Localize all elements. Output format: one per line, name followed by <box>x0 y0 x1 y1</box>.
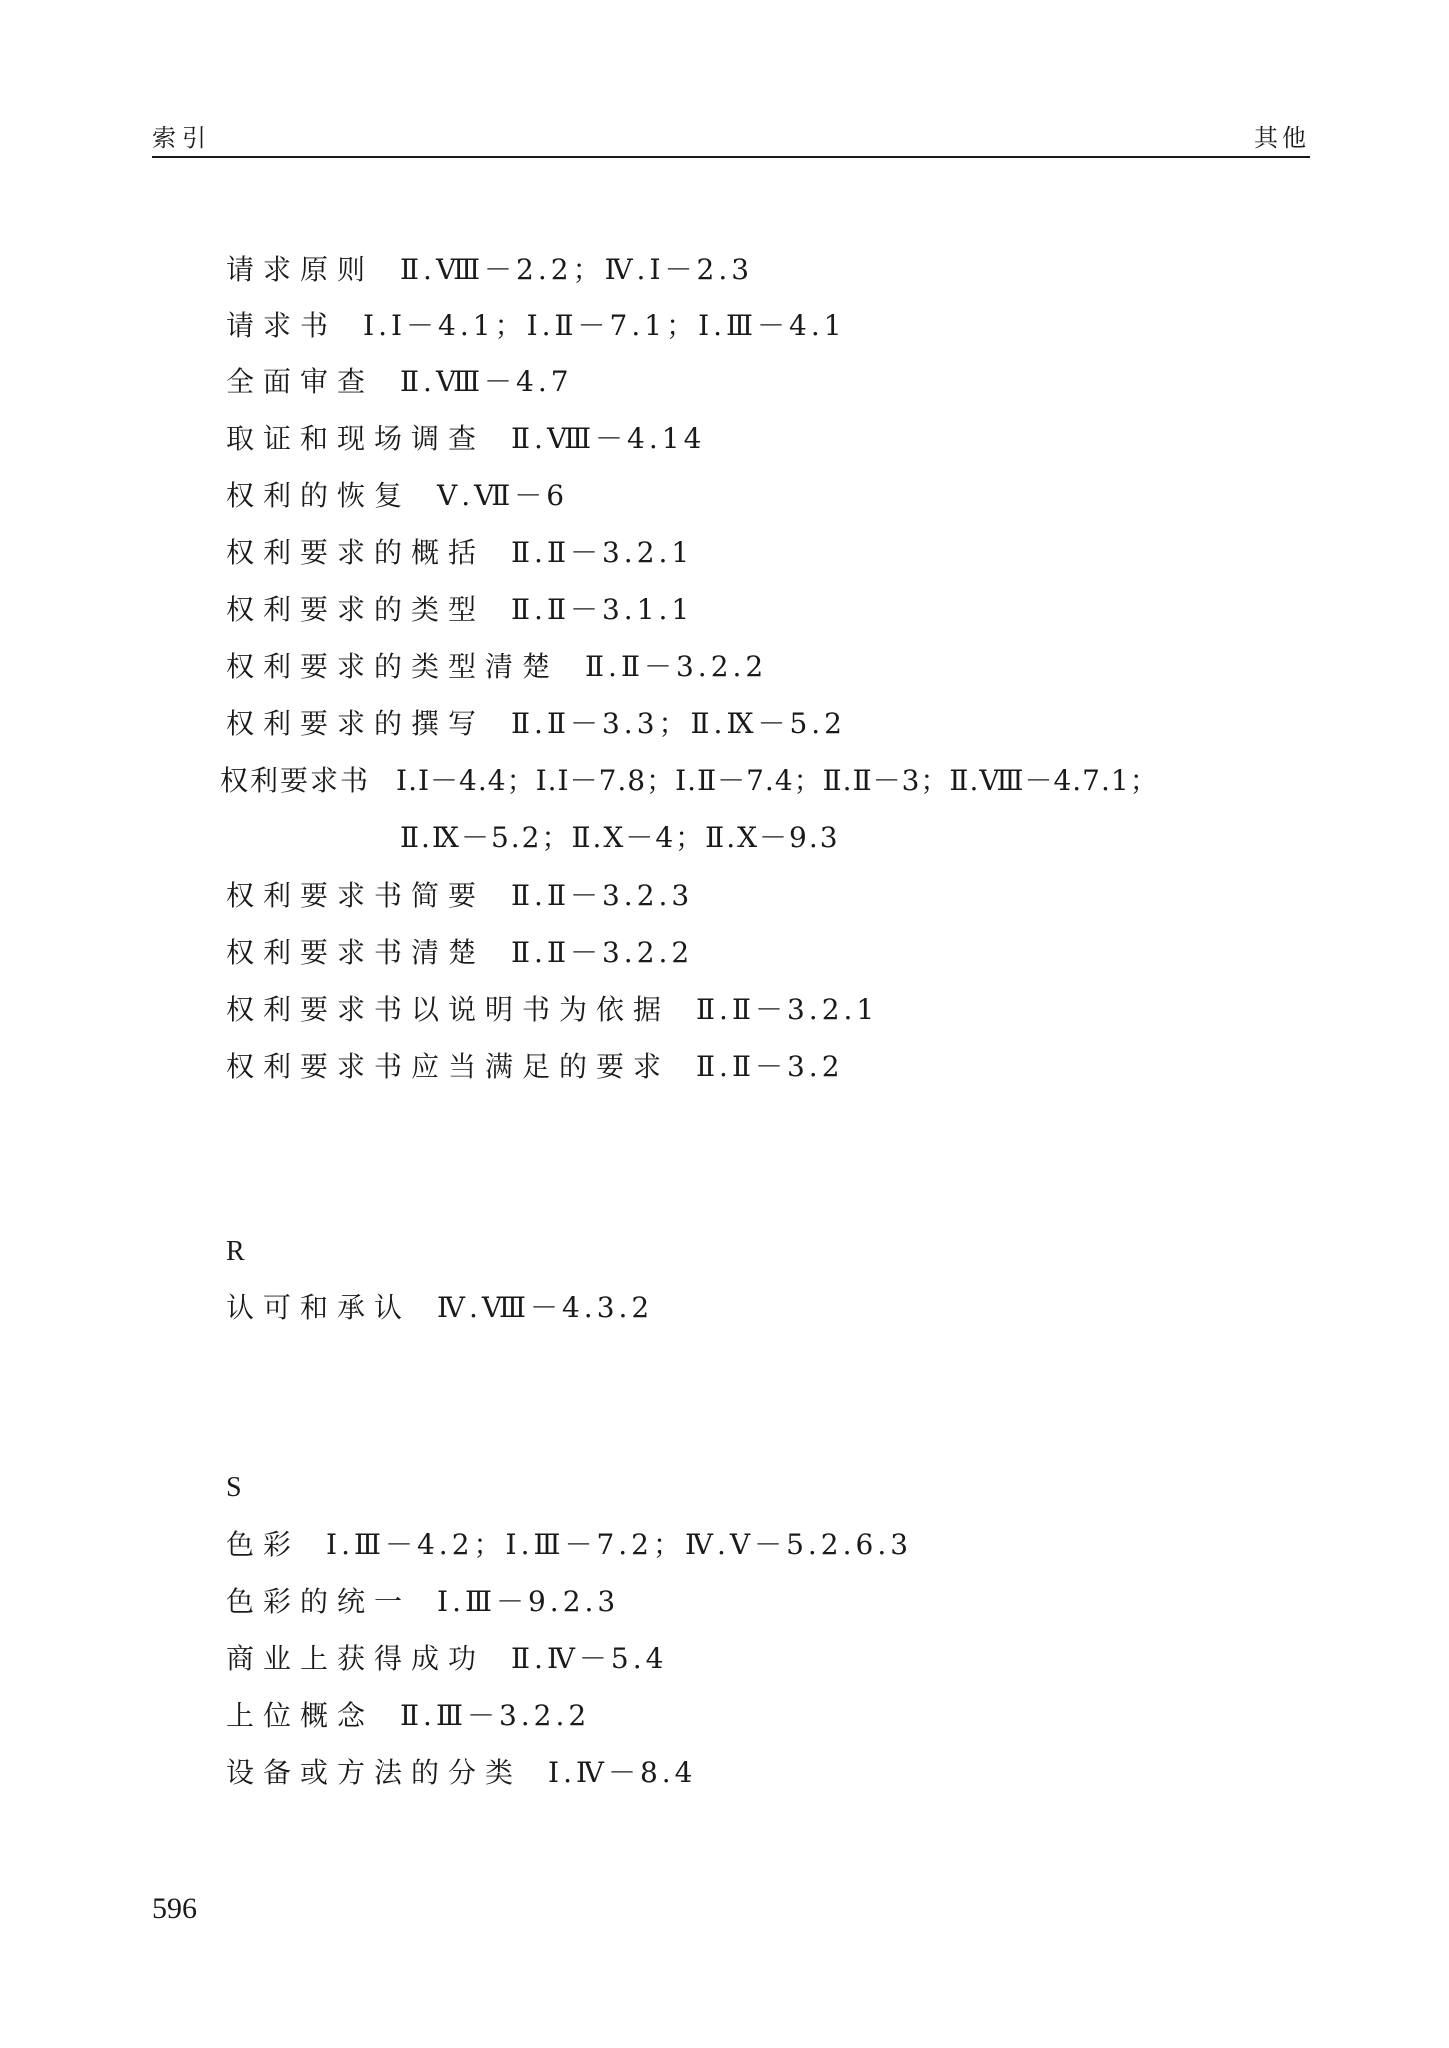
index-refs: Ⅰ.Ⅲ－4.2；Ⅰ.Ⅲ－7.2；Ⅳ.Ⅴ－5.2.6.3 <box>326 1528 913 1561</box>
index-refs: Ⅱ.Ⅷ－4.14 <box>511 422 706 455</box>
index-entry <box>226 992 878 1028</box>
index-term: 权利要求书 <box>220 764 371 797</box>
index-refs: Ⅳ.Ⅷ－4.3.2 <box>437 1291 654 1324</box>
index-refs: Ⅱ.Ⅱ－3.2.2 <box>511 936 694 969</box>
index-term: 请求书 <box>226 309 338 342</box>
index-term: 权利要求的类型 <box>226 593 486 626</box>
index-term: 色彩的统一 <box>226 1585 412 1618</box>
index-entry <box>226 1698 590 1734</box>
index-refs: Ⅱ.Ⅲ－3.2.2 <box>400 1699 591 1732</box>
index-term: 权利要求的撰写 <box>226 707 486 740</box>
index-refs: Ⅰ.Ⅰ－4.4；Ⅰ.Ⅰ－7.8；Ⅰ.Ⅱ－7.4；Ⅱ.Ⅱ－3；Ⅱ.Ⅷ－4.7.1； <box>396 764 1159 797</box>
index-entry <box>226 1584 619 1620</box>
index-entry <box>226 935 693 971</box>
index-refs: Ⅱ.Ⅷ－4.7 <box>400 365 573 398</box>
index-term: 权利要求的类型清楚 <box>226 650 560 683</box>
section-letter-r: R <box>226 1236 245 1267</box>
index-entry <box>226 1049 844 1085</box>
section-letter-s: S <box>226 1472 242 1503</box>
index-entry <box>226 649 767 685</box>
index-term: 权利的恢复 <box>226 479 412 512</box>
index-entry <box>220 763 1159 799</box>
index-entry <box>226 364 573 400</box>
index-entry <box>226 1641 667 1677</box>
index-term: 商业上获得成功 <box>226 1642 486 1675</box>
index-refs: Ⅰ.Ⅲ－9.2.3 <box>437 1585 620 1618</box>
index-entry <box>226 308 846 344</box>
index-term: 权利要求书以说明书为依据 <box>226 993 671 1026</box>
header-chapter-label: 其他 <box>1254 124 1310 152</box>
index-term: 权利要求的概括 <box>226 536 486 569</box>
index-entry <box>226 1290 653 1326</box>
index-entry <box>226 706 846 742</box>
index-term: 设备或方法的分类 <box>226 1756 523 1789</box>
index-refs: Ⅱ.Ⅱ－3.2.2 <box>585 650 768 683</box>
index-term: 全面审查 <box>226 365 375 398</box>
index-term: 认可和承认 <box>226 1291 412 1324</box>
index-entry <box>226 478 568 514</box>
index-term: 请求原则 <box>226 253 375 286</box>
index-entry <box>226 878 693 914</box>
index-term: 权利要求书清楚 <box>226 936 486 969</box>
index-term: 上位概念 <box>226 1699 375 1732</box>
index-refs: Ⅱ.Ⅱ－3.2 <box>696 1050 844 1083</box>
index-refs: Ⅱ.Ⅷ－2.2；Ⅳ.Ⅰ－2.3 <box>400 253 754 286</box>
index-entry <box>226 592 693 628</box>
header-section-label: 索引 <box>152 124 212 152</box>
index-term: 取证和现场调查 <box>226 422 486 455</box>
index-refs: Ⅱ.Ⅱ－3.1.1 <box>511 593 694 626</box>
index-refs: Ⅱ.Ⅱ－3.3；Ⅱ.Ⅸ－5.2 <box>511 707 846 740</box>
index-refs: Ⅰ.Ⅰ－4.1；Ⅰ.Ⅱ－7.1；Ⅰ.Ⅲ－4.1 <box>363 309 846 342</box>
index-entry <box>226 421 705 457</box>
index-refs-continuation: Ⅱ.Ⅸ－5.2；Ⅱ.Ⅹ－4；Ⅱ.Ⅹ－9.3 <box>400 821 840 854</box>
index-term: 色彩 <box>226 1528 301 1561</box>
index-entry <box>226 535 693 571</box>
index-entry <box>226 252 753 288</box>
index-refs: Ⅱ.Ⅳ－5.4 <box>511 1642 668 1675</box>
page-number: 596 <box>152 1892 197 1925</box>
index-refs: Ⅰ.Ⅳ－8.4 <box>548 1756 697 1789</box>
index-refs: Ⅱ.Ⅱ－3.2.3 <box>511 879 694 912</box>
index-refs: Ⅱ.Ⅱ－3.2.1 <box>696 993 879 1026</box>
running-header <box>152 118 1310 158</box>
index-entry <box>226 1527 912 1563</box>
index-entry <box>226 1755 696 1791</box>
index-refs: Ⅱ.Ⅱ－3.2.1 <box>511 536 694 569</box>
index-term: 权利要求书简要 <box>226 879 486 912</box>
index-term: 权利要求书应当满足的要求 <box>226 1050 671 1083</box>
index-refs: Ⅴ.Ⅶ－6 <box>437 479 569 512</box>
